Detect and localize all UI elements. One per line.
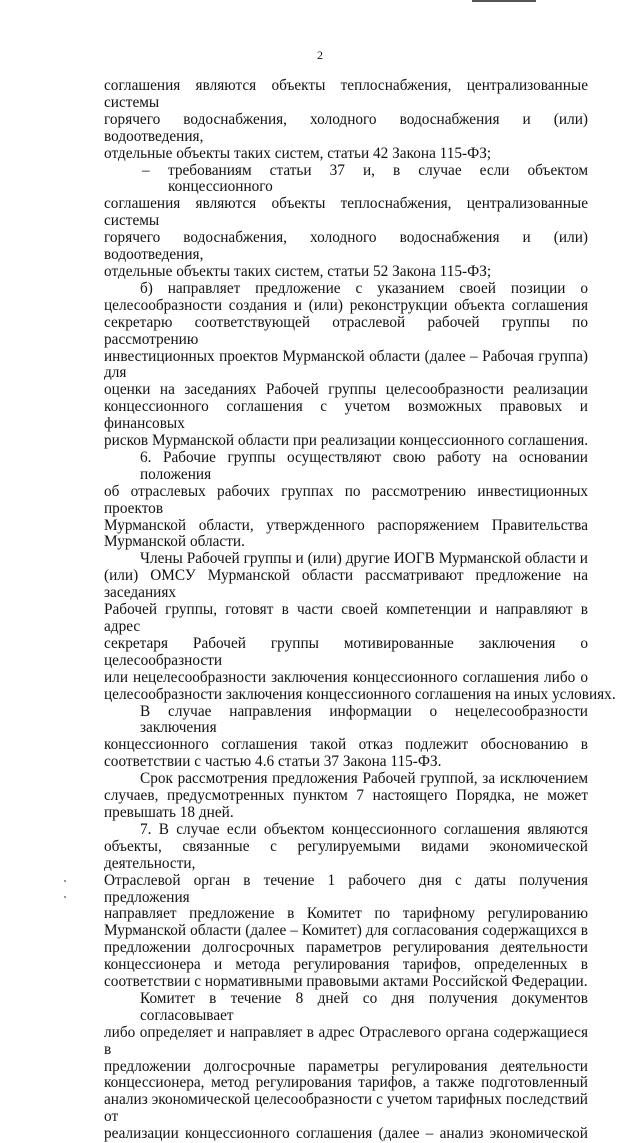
top-edge-rule [472,0,536,2]
text-line: соответствии с нормативными правовыми актами Российской Федерации. [104,973,588,991]
text-line [104,163,588,197]
page-number: 2 [317,48,323,62]
text-line: концессионера, метод регулирования тарифов, а также подготовленный [104,1074,588,1092]
text-line: соответствии с частью 4.6 статьи 37 Закона 115-ФЗ. [104,753,442,771]
text-line: об отраслевых рабочих группах по рассмотрению инвестиционных проектов [104,482,588,517]
text-line: 6. Рабочие группы осуществляют свою работу на основании положения [140,448,588,483]
text-line: горячего водоснабжения, холодного водоснабжения и (или) водоотведения, [104,110,588,145]
text-line: (или) ОМСУ Мурманской области рассматривают предложение на заседаниях [104,567,588,602]
text-line: целесообразности создания и (или) реконструкции объекта соглашения [104,296,588,314]
text-line: Мурманской области. [104,533,245,551]
text-line: или нецелесообразности заключения концессионного соглашения либо о [104,668,588,686]
text-line: б) направляет предложение с указанием своей позиции о [140,279,588,297]
text-line: рисков Мурманской области при реализации концессионного соглашения. [104,432,589,450]
text-line: предложении долгосрочных параметров регулирования деятельности [104,939,588,957]
text-line: направляет предложение в Комитет по тарифному регулированию [104,905,588,923]
text-line: Члены Рабочей группы и (или) другие ИОГВ Мурманской области и [140,550,588,568]
list-dash: – [142,161,150,179]
text-line: секретаря Рабочей группы мотивированные заключения о целесообразности [104,634,588,669]
text-line: Комитет в течение 8 дней со дня получения документов согласовывает [140,989,588,1024]
text-line: соглашения являются объекты теплоснабжения, централизованные системы [104,77,588,111]
text-line: Срок рассмотрения предложения Рабочей группой, за исключением [140,770,588,788]
text-line: отдельные объекты таких систем, статьи 42 Закона 115-ФЗ; [104,144,492,162]
text-line: концессионера и метода регулирования тарифов, определенных в [104,956,588,974]
text-line: инвестиционных проектов Мурманской области (далее – Рабочая группа) для [104,347,588,382]
text-line: горячего водоснабжения, холодного водоснабжения и (или) водоотведения, [104,229,588,264]
scan-artifact [64,880,66,882]
text-line: предложении долгосрочные параметры регулирования деятельности [104,1057,588,1075]
document-body [104,77,616,1143]
text-line: Отраслевой орган в течение 1 рабочего дня с даты получения предложения [104,871,588,906]
list-item-text: требованиям статьи 37 и, в случае если объектом концессионного [168,161,588,196]
text-line: превышать 18 дней. [104,803,234,821]
text-line: целесообразности заключения концессионного соглашения на иных условиях. [104,685,616,703]
text-line: концессионного соглашения такой отказ подлежит обоснованию в [104,736,588,754]
text-line: отдельные объекты таких систем, статьи 52 Закона 115-ФЗ; [104,262,492,280]
text-line: Рабочей группы, готовят в части своей компетенции и направляют в адрес [104,601,588,635]
text-line: соглашения являются объекты теплоснабжения, централизованные системы [104,195,588,230]
text-line: либо определяет и направляет в адрес Отраслевого органа содержащиеся в [104,1023,588,1058]
text-line: В случае направления информации о нецелесообразности заключения [140,702,588,737]
text-line: реализации концессионного соглашения (далее – анализ экономической [104,1125,588,1143]
text-line: оценки на заседаниях Рабочей группы целесообразности реализации [104,381,588,399]
text-line: случаев, предусмотренных пунктом 7 настоящего Порядка, не может [104,787,588,805]
text-line: секретарю соответствующей отраслевой рабочей группы по рассмотрению [104,313,588,348]
text-line: объекты, связанные с регулируемыми видами экономической деятельности, [104,837,588,872]
text-line: 7. В случае если объектом концессионного соглашения являются [140,820,588,838]
text-line: концессионного соглашения с учетом возможных правовых и финансовых [104,398,588,433]
text-line: анализ экономической целесообразности с учетом тарифных последствий от [104,1091,588,1126]
text-line: Мурманской области (далее – Комитет) для согласования содержащихся в [104,922,588,940]
scan-artifact [64,896,66,898]
text-line: Мурманской области, утвержденного распоряжением Правительства [104,516,588,534]
